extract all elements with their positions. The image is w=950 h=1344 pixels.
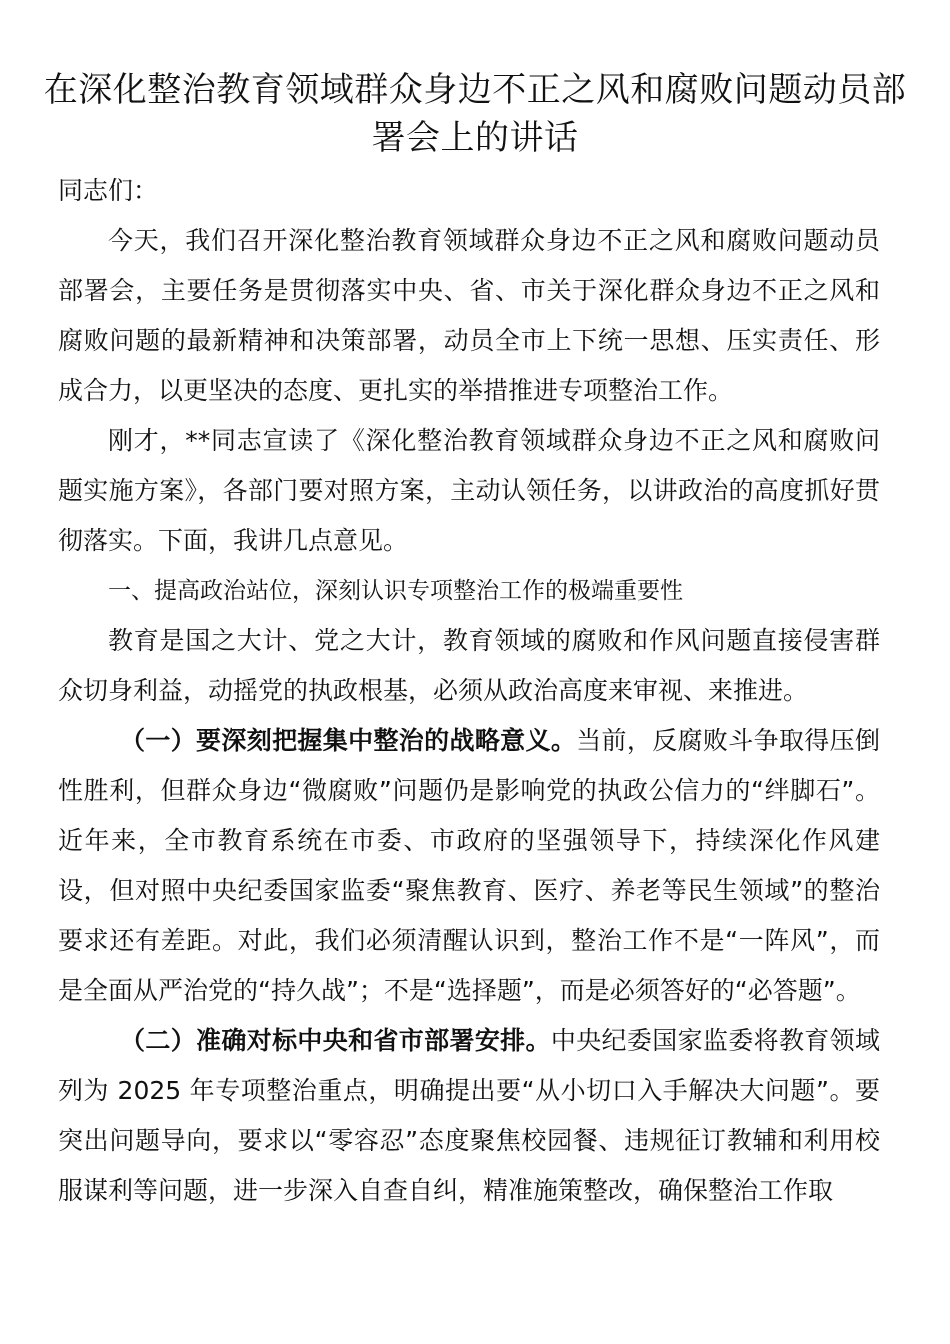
document-body — [58, 166, 880, 1216]
point-1-paragraph — [58, 716, 880, 1016]
point-1-text: 当前，反腐败斗争取得压倒性胜利，但群众身边“微腐败”问题仍是影响党的执政公信力的“绊脚石”。近年来，全市教育系统在市委、市政府的坚强领导下，持续深化作风建设，但对照中央纪委国家监委“聚焦教育、医疗、养老等民生领域”的整治要求还有差距。对此，我们必须清醒认识到，整治工作不是“一阵风”，而是全面从严治党的“持久战”；不是“选择题”，而是必须答好的“必答题”。 — [58, 726, 880, 1005]
paragraph-opening: 今天，我们召开深化整治教育领域群众身边不正之风和腐败问题动员部署会，主要任务是贯彻落实中央、省、市关于深化群众身边不正之风和腐败问题的最新精神和决策部署，动员全市上下统一思想、压实责任、形成合力，以更坚决的态度、更扎实的举措推进专项整治工作。 — [58, 226, 880, 405]
paragraph-plan-announcement: 刚才，**同志宣读了《深化整治教育领域群众身边不正之风和腐败问题实施方案》，各部门要对照方案，主动认领任务，以讲政治的高度抓好贯彻落实。下面，我讲几点意见。 — [58, 426, 880, 555]
point-2-paragraph — [58, 1016, 880, 1216]
section-heading-1: 一、提高政治站位，深刻认识专项整治工作的极端重要性 — [108, 578, 683, 604]
document-title: 在深化整治教育领域群众身边不正之风和腐败问题动员部署会上的讲话 — [43, 70, 907, 158]
section-1-intro: 教育是国之大计、党之大计，教育领域的腐败和作风问题直接侵害群众切身利益，动摇党的执政根基，必须从政治高度来审视、来推进。 — [58, 626, 880, 705]
point-1-lead: （一）要深刻把握集中整治的战略意义。 — [120, 726, 577, 755]
point-2-lead: （二）准确对标中央和省市部署安排。 — [120, 1026, 551, 1055]
point-2-text: 中央纪委国家监委将教育领域列为 2025 年专项整治重点，明确提出要“从小切口入手解决大问题”。要突出问题导向，要求以“零容忍”态度聚焦校园餐、违规征订教辅和利用校服谋利等问题，进一步深入自查自纠，精准施策整改，确保整治工作取 — [58, 1026, 880, 1205]
salutation: 同志们： — [58, 176, 159, 205]
